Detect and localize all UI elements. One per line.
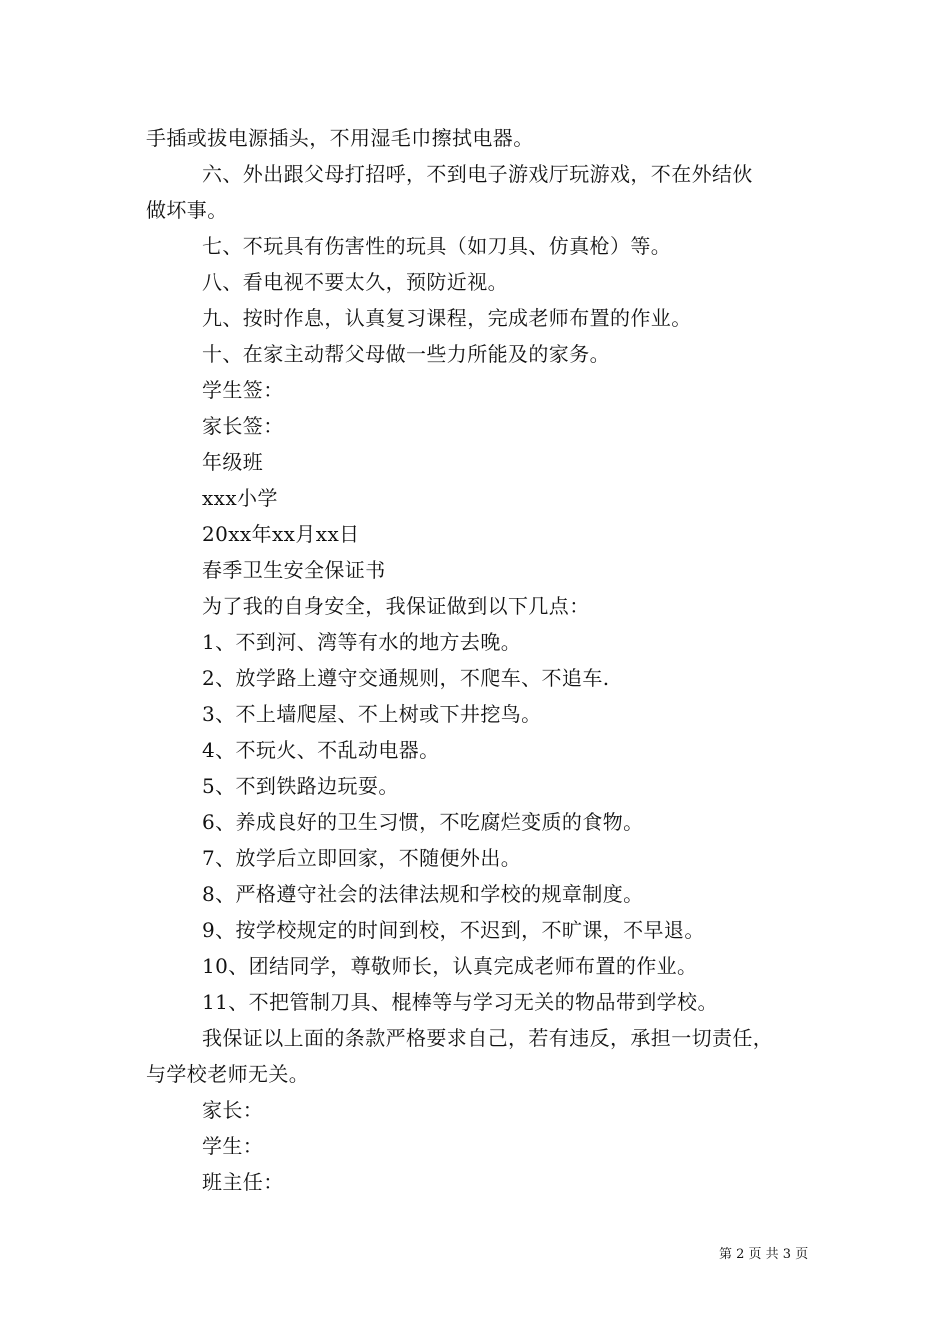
school-name: xxx小学 — [202, 486, 278, 510]
text-line: 为了我的自身安全，我保证做到以下几点： — [202, 594, 590, 618]
list-item: 3、不上墙爬屋、不上树或下井挖鸟。 — [202, 702, 542, 726]
list-item: 7、放学后立即回家，不随便外出。 — [202, 846, 522, 870]
page-number: 第 2 页 共 3 页 — [719, 1247, 809, 1262]
list-item: 11、不把管制刀具、棍棒等与学习无关的物品带到学校。 — [202, 990, 718, 1014]
grade-class-line: 年级班 — [202, 450, 264, 474]
student-signature-line: 学生： — [202, 1134, 264, 1158]
text-line: 十、在家主动帮父母做一些力所能及的家务。 — [202, 342, 610, 366]
list-item: 10、团结同学，尊敬师长，认真完成老师布置的作业。 — [202, 954, 698, 978]
text-line: 手插或拔电源插头，不用湿毛巾擦拭电器。 — [146, 126, 534, 150]
list-item: 4、不玩火、不乱动电器。 — [202, 738, 440, 762]
text-line: 我保证以上面的条款严格要求自己，若有违反，承担一切责任， — [202, 1026, 774, 1050]
list-item: 6、养成良好的卫生习惯，不吃腐烂变质的食物。 — [202, 810, 644, 834]
list-item: 5、不到铁路边玩耍。 — [202, 774, 399, 798]
student-signature-line: 学生签： — [202, 378, 284, 402]
list-item: 8、严格遵守社会的法律法规和学校的规章制度。 — [202, 882, 644, 906]
section-title: 春季卫生安全保证书 — [202, 558, 386, 582]
text-line: 七、不玩具有伤害性的玩具（如刀具、仿真枪）等。 — [202, 234, 672, 258]
parent-signature-line: 家长签： — [202, 414, 284, 438]
list-item: 1、不到河、湾等有水的地方去晚。 — [202, 630, 522, 654]
text-line: 八、看电视不要太久，预防近视。 — [202, 270, 508, 294]
document-body — [146, 120, 830, 1200]
teacher-signature-line: 班主任： — [202, 1170, 284, 1194]
list-item: 9、按学校规定的时间到校，不迟到，不旷课，不早退。 — [202, 918, 705, 942]
text-line: 与学校老师无关。 — [146, 1062, 310, 1086]
date-line: 20xx年xx月xx日 — [202, 522, 360, 546]
text-line: 做坏事。 — [146, 198, 228, 222]
list-item: 2、放学路上遵守交通规则，不爬车、不追车. — [202, 666, 610, 690]
parent-signature-line: 家长： — [202, 1098, 264, 1122]
text-line: 六、外出跟父母打招呼，不到电子游戏厅玩游戏，不在外结伙 — [202, 162, 753, 186]
text-line: 九、按时作息，认真复习课程，完成老师布置的作业。 — [202, 306, 692, 330]
